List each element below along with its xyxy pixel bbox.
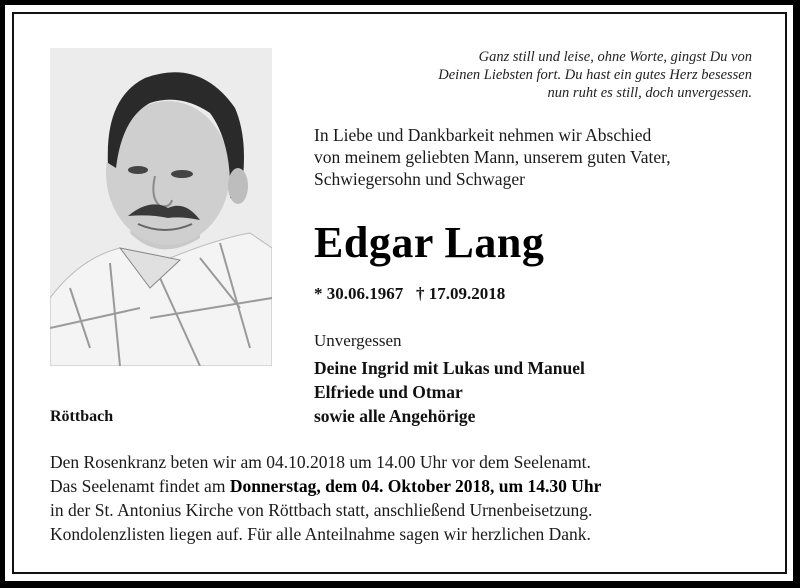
poem-line: Ganz still und leise, ohne Worte, gingst Du von: [478, 49, 752, 65]
portrait-photo: [50, 48, 272, 366]
info-text: Das Seelenamt findet am: [50, 476, 230, 496]
info-line: in der St. Antonius Kirche von Röttbach statt, anschließend Urnenbeisetzung.: [50, 500, 593, 520]
info-line: Den Rosenkranz beten wir am 04.10.2018 um 14.00 Uhr vor dem Seelenamt.: [50, 452, 591, 472]
unvergessen-label: Unvergessen: [314, 331, 402, 350]
poem-line: nun ruht es still, doch unvergessen.: [547, 85, 752, 101]
service-date-bold: Donnerstag, dem 04. Oktober 2018, um 14.30 Uhr: [229, 476, 602, 496]
poem-line: Deinen Liebsten fort. Du hast ein gutes Herz besessen: [438, 67, 752, 83]
birth-date: * 30.06.1967: [314, 284, 404, 303]
mourners-list: [314, 356, 585, 428]
mourner-line: Deine Ingrid mit Lukas und Manuel: [314, 358, 585, 378]
mourner-line: sowie alle Angehörige: [314, 406, 476, 426]
intro-line: In Liebe und Dankbarkeit nehmen wir Abschied: [314, 125, 652, 145]
info-line: Kondolenzlisten liegen auf. Für alle Anteilnahme sagen wir herzlichen Dank.: [50, 524, 591, 544]
info-line: [50, 474, 770, 498]
intro-line: von meinem geliebten Mann, unserem guten Vater,: [314, 147, 671, 167]
portrait-illustration: [50, 48, 272, 366]
poem-verse: [352, 48, 752, 102]
mourner-line: Elfriede und Otmar: [314, 382, 463, 402]
death-date: † 17.09.2018: [416, 284, 506, 303]
intro-line: Schwiegersohn und Schwager: [314, 169, 525, 189]
service-info: [50, 450, 770, 546]
place-name: Röttbach: [50, 408, 114, 425]
farewell-intro: [314, 124, 774, 190]
deceased-name: Edgar Lang: [314, 218, 545, 267]
life-dates: [314, 283, 505, 305]
